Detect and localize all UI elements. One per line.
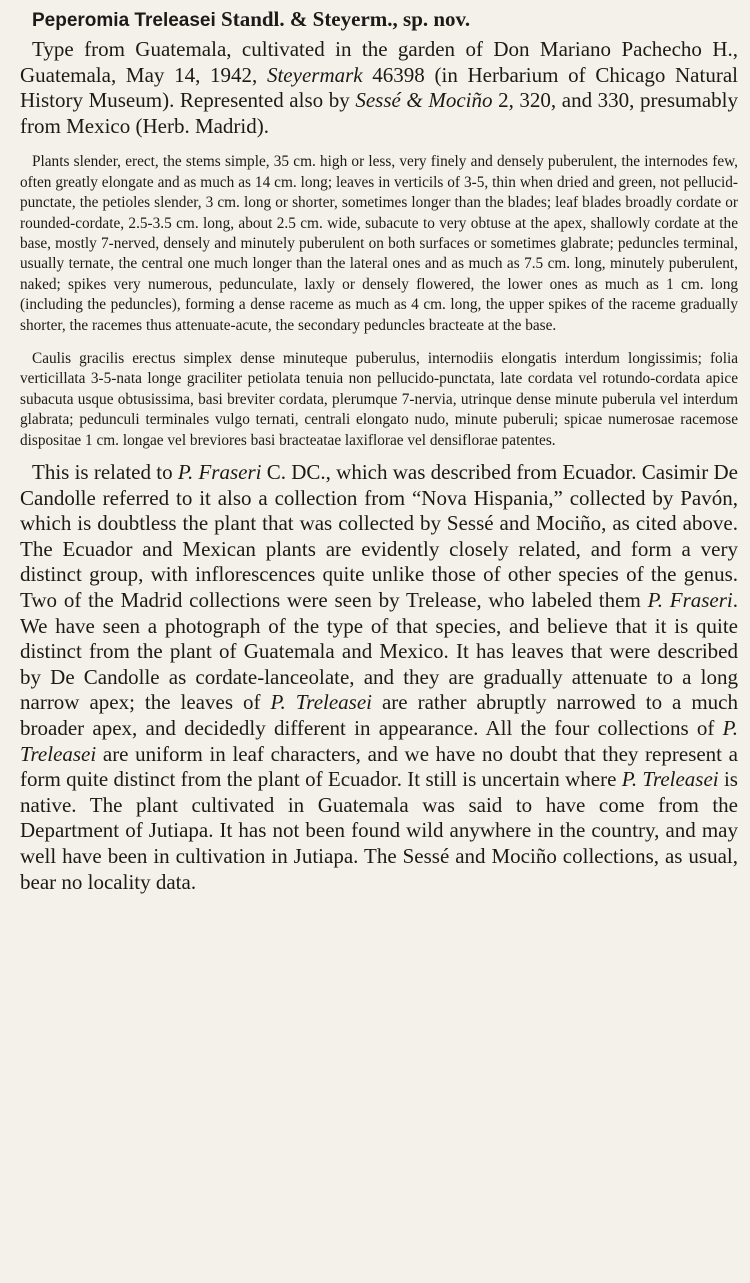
discussion-paragraph — [20, 460, 738, 895]
text-run: Caulis gracilis erectus simplex dense minuteque puberulus, internodiis elongatis interdum longissimis; folia verticillata 3-5-nata longe graciliter petiolata tenuia non pellucido-punctata, late cordata vel rotundo-cordata apice subacuta usque obtusissima, basi breviter cordata, plerumque 7-nervia, utrinque dense minute puberula vel interdum glabrata; pedunculi terminales vulgo ternati, centrali elongato nudo, minute puberuli; spicae numerosae racemose dispositae 1 cm. longae vel breviores basi bracteatae laxiflorae vel densiflorae patentes. — [20, 350, 738, 449]
type-citation-paragraph — [20, 37, 738, 139]
italic-text-run: P. Treleasei — [270, 690, 372, 715]
italic-text-run: P. Treleasei — [621, 767, 719, 792]
italic-text-run: P. Fraseri — [647, 588, 733, 613]
text-run: C. DC., which was described from Ecuador. Casimir De Candolle referred to it also a collection from “Nova Hispania,” collected by Pavón, which is doubtless the plant that was collected by Sessé and Mociño, as cited above. The Ecuador and Mexican plants are evidently closely related, and form a very distinct group, with inflorescences quite unlike those of other species of the genus. Two of the Madrid collections were seen by Trelease, who labeled them — [20, 460, 738, 613]
italic-text-run: Sessé & Mociño — [355, 88, 493, 113]
species-heading — [20, 6, 738, 34]
text-run: This is related to — [32, 460, 178, 485]
italic-text-run: Steyermark — [266, 62, 363, 87]
text-run: Type from Guatemala, cultivated in the garden of Don Mariano Pachecho H., Guatemala, May 14, 1942, — [20, 37, 738, 87]
text-run: 2, 320, and 330, presumably from Mexico (Herb. Madrid). — [20, 88, 738, 138]
text-run: . We have seen a photograph of the type of that species, and believe that it is quite distinct from the plant of Guatemala and Mexico. It has leaves that were described by De Candolle as cordate-lanceolate, and they are gradually attenuate to a long narrow apex; the leaves of — [20, 588, 738, 715]
text-run: Plants slender, erect, the stems simple, 35 cm. high or less, very finely and densely puberulent, the internodes few, often greatly elongate and as much as 14 cm. long; leaves in verticils of 3-5, thin when dried and green, not pellucid-punctate, the petioles slender, 3 cm. long or shorter, sometimes longer than the blades; leaf blades broadly cordate or rounded-cordate, 2.5-3.5 cm. long, about 2.5 cm. wide, subacute to very obtuse at the apex, shallowly cordate at the base, mostly 7-nerved, densely and minutely puberulent on both surfaces or sometimes glabrate; peduncles terminal, usually ternate, the central one much longer than the lateral ones and as much as 7.5 cm. long, minutely puberulent, naked; spikes very numerous, pedunculate, laxly or densely flowered, the lower ones as much as 1 cm. long (including the peduncles), forming a dense raceme as much as 4 cm. long, the upper spikes of the raceme gradually shorter, the racemes thus attenuate-acute, the secondary peduncles bracteate at the base. — [20, 153, 738, 334]
italic-text-run: P. Treleasei — [20, 716, 738, 766]
document-page — [20, 6, 738, 895]
text-run: are rather abruptly narrowed to a much broader apex, and decidedly different in appearance. All the four collections of — [20, 690, 738, 740]
english-description-paragraph — [20, 152, 738, 336]
italic-text-run: P. Fraseri — [177, 460, 262, 485]
text-run: are uniform in leaf characters, and we have no doubt that they represent a form quite distinct from the plant of Ecuador. It still is uncertain where — [20, 741, 738, 792]
species-authority: Standl. & Steyerm., sp. nov. — [215, 7, 471, 31]
latin-description-paragraph — [20, 349, 738, 451]
text-run: is native. The plant cultivated in Guatemala was said to have come from the Department of Jutiapa. It has not been found wild anywhere in the country, and may well have been in cultivation in Jutiapa. The Sessé and Mociño collections, as usual, bear no locality data. — [20, 767, 738, 894]
text-run: 46398 (in Herbarium of Chicago Natural History Museum). Represented also by — [20, 62, 738, 113]
species-name: Peperomia Treleasei — [32, 10, 216, 31]
